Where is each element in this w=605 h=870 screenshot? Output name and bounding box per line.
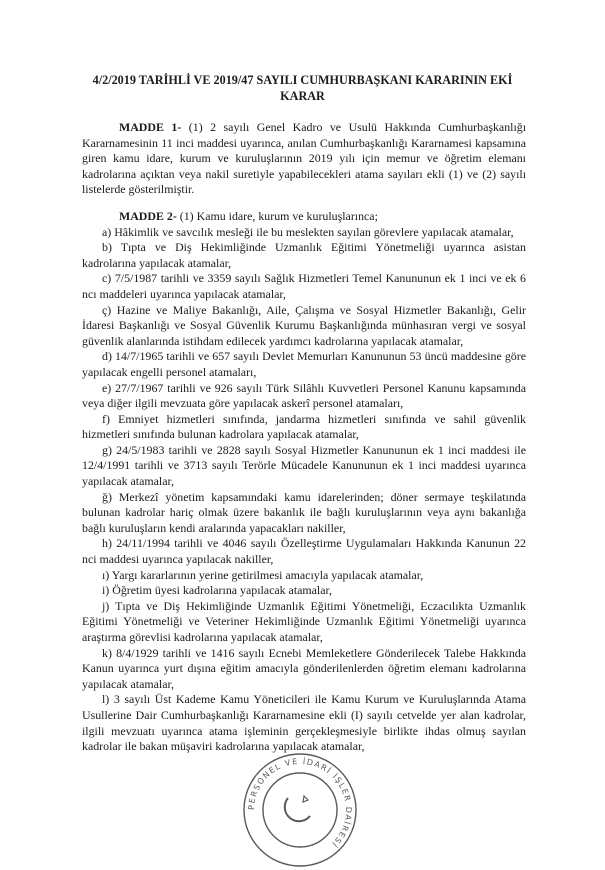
list-item: i) Öğretim üyesi kadrolarına yapılacak atamalar,: [102, 583, 332, 598]
list-item: f) Emniyet hizmetleri sınıfında, jandarma hizmetleri sınıfında ve sahil güvenlik hizmetleri sınıfında bulunan kadrolara yapılacak atamalar,: [82, 411, 526, 442]
seal-text: PERSONEL VE İDARİ İŞLER DAİRESİ: [246, 756, 354, 850]
list-item: l) 3 sayılı Üst Kademe Kamu Yöneticileri ile Kamu Kurum ve Kuruluşlarında Atama Usullerine Dair Cumhurbaşkanlığı Kararnamesine ekli (I) sayılı cetvelde yer alan kadrolar, ilgili mevzuatı uyarınca atama işleminin gerçekleşmesiyle birlikte ihdas olmuş sayılan kadrolar ile bakan müşaviri kadrolarına yapılacak atamalar,: [82, 692, 526, 754]
madde-1-label: MADDE 1-: [119, 120, 182, 134]
madde-1-paragraph: [82, 120, 526, 198]
list-item: ğ) Merkezî yönetim kapsamındaki kamu idarelerinden; döner sermaye teşkilatında bulunan kadrolar hariç olmak üzere bakanlık ile bağlı kuruluşlarının veya aynı bakanlığa bağlı kuruluşların kendi aralarında yapacakları nakiller,: [82, 489, 526, 535]
list-item: e) 27/7/1967 tarihli ve 926 sayılı Türk Silâhlı Kuvvetleri Personel Kanunu kapsamında veya diğer ilgili mevzuata göre yapılacak askerî personel atamaları,: [82, 380, 526, 411]
official-seal-stamp: [240, 750, 360, 870]
document-title: 4/2/2019 TARİHLİ VE 2019/47 SAYILI CUMHURBAŞKANI KARARININ EKİ KARAR: [92, 73, 513, 103]
madde-2-label: MADDE 2-: [119, 208, 177, 223]
list-item: j) Tıpta ve Diş Hekimliğinde Uzmanlık Eğitimi Yönetmeliği, Eczacılıkta Uzmanlık Eğitimi Yönetmeliği ve Veteriner Hekimliğinde Uzmanlık Eğitimi Yönetmeliği uyarınca araştırma görevlisi kadrolarına yapılacak atamalar,: [82, 598, 526, 644]
madde-2-paragraph: [82, 209, 526, 225]
list-item: ı) Yargı kararlarının yerine getirilmesi amacıyla yapılacak atamalar,: [102, 567, 424, 582]
list-item: h) 24/11/1994 tarihli ve 4046 sayılı Özelleştirme Uygulamaları Hakkında Kanunun 22 nci maddesi uyarınca yapılacak nakiller,: [82, 536, 526, 567]
list-item: d) 14/7/1965 tarihli ve 657 sayılı Devlet Memurları Kanununun 53 üncü maddesine göre yapılacak engelli personel atamaları,: [82, 349, 526, 379]
list-item: k) 8/4/1929 tarihli ve 1416 sayılı Ecnebi Memleketlere Gönderilecek Talebe Hakkında Kanun uyarınca yurt dışına eğitim amacıyla gönderilenlerden öğretim elemanı kadrolarına yapılacak atamalar,: [82, 645, 526, 691]
list-item: g) 24/5/1983 tarihli ve 2828 sayılı Sosyal Hizmetler Kanununun ek 1 inci maddesi ile 12/4/1991 tarihli ve 3713 sayılı Terörle Mücadele Kanununun ek 1 inci maddesi uyarınca yapılacak atamalar,: [82, 442, 526, 489]
list-item: a) Hâkimlik ve savcılık mesleği ile bu meslekten sayılan görevlere yapılacak atamalar,: [102, 224, 514, 239]
svg-text:PERSONEL VE İDARİ İŞLER DAİRES: [247, 756, 353, 850]
madde-2-text: (1) Kamu idare, kurum ve kuruluşlarınca;: [176, 208, 378, 223]
list-item: c) 7/5/1987 tarihli ve 3359 sayılı Sağlık Hizmetleri Temel Kanununun ek 1 inci ve ek 6 ncı maddeleri uyarınca yapılacak atamalar,: [82, 271, 526, 301]
document-body: [82, 120, 526, 755]
list-item: ç) Hazine ve Maliye Bakanlığı, Aile, Çalışma ve Sosyal Hizmetler Bakanlığı, Gelir İdaresi Başkanlığı ve Sosyal Güvenlik Kurumu Başkanlığında münhasıran vergi ve sosyal güvenlik alanlarında istihdam edilecek yardımcı kadrolarına yapılacak atamalar,: [82, 302, 526, 348]
list-item: b) Tıpta ve Diş Hekimliğinde Uzmanlık Eğitimi Yönetmeliği uyarınca asistan kadrolarına yapılacak atamalar,: [82, 240, 526, 270]
madde-1-text: (1) 2 sayılı Genel Kadro ve Usulü Hakkında Cumhurbaşkanlığı Kararnamesinin 11 inci maddesi uyarınca, anılan Cumhurbaşkanlığı Kararnamesi kapsamına giren kamu idare, kurum ve kuruluşlarının 2019 yılı için memur ve öğretim elemanı kadrolarına açıktan veya nakil suretiyle yapabilecekleri atama sayıları ekli (1) ve (2) sayılı listelerde gösterilmiştir.: [82, 120, 527, 197]
